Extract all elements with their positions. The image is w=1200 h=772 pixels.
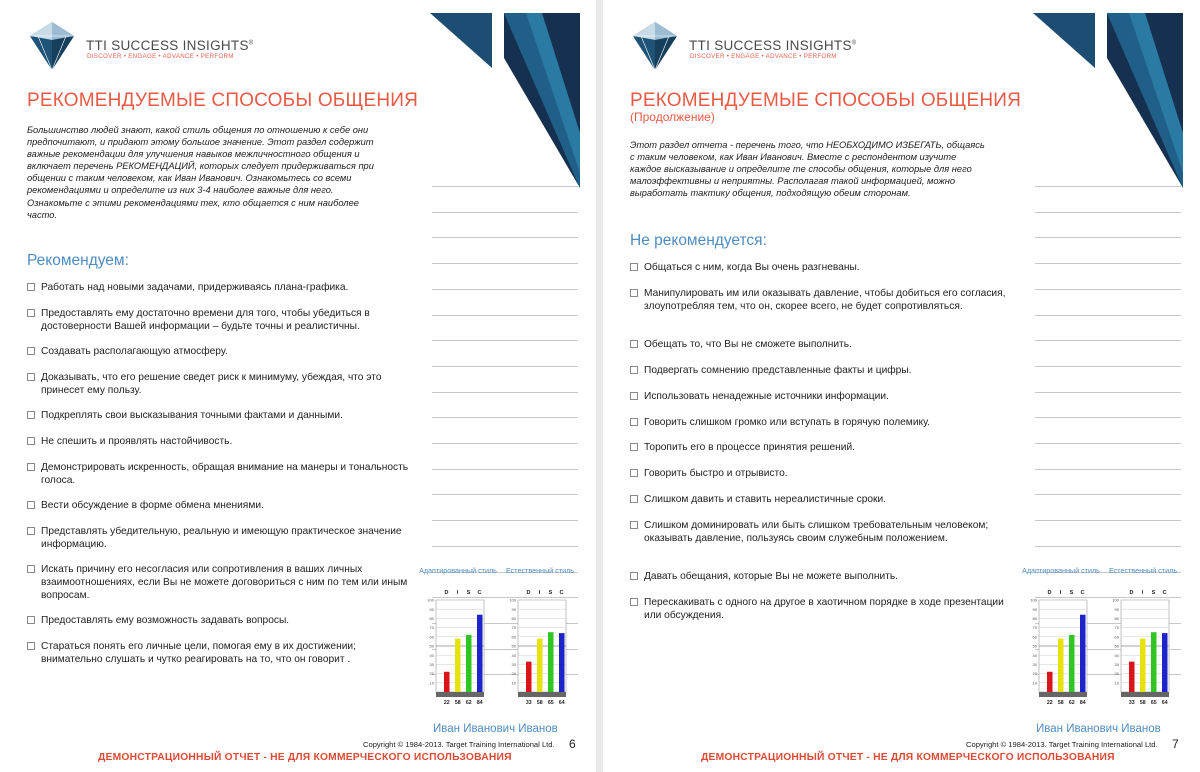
bar-I: [1140, 639, 1146, 692]
list-item: Демонстрировать искренность, обращая внимание на манеры и тональность голоса.: [27, 461, 412, 487]
category-label: S: [1069, 590, 1074, 596]
tick-label: 50: [511, 643, 516, 649]
corner-decoration: [1033, 13, 1183, 188]
tick-label: 40: [429, 652, 434, 658]
page-title: РЕКОМЕНДУЕМЫЕ СПОСОБЫ ОБЩЕНИЯ: [27, 90, 419, 111]
note-line: [432, 212, 578, 213]
value-label: 65: [1150, 700, 1157, 706]
value-label: 58: [536, 700, 543, 706]
category-label: C: [559, 590, 564, 596]
note-line: [1035, 366, 1181, 367]
chart-title: Адаптированный стиль: [419, 566, 497, 575]
bar-C: [477, 615, 483, 692]
category-label: D: [444, 590, 449, 596]
category-label: D: [1129, 590, 1134, 596]
tick-label: 10: [511, 680, 516, 686]
note-line: [1035, 315, 1181, 316]
logo-name: TTI SUCCESS INSIGHTS: [689, 38, 852, 53]
checkbox[interactable]: [27, 527, 35, 535]
value-label: 58: [454, 700, 461, 706]
logo-tagline: DISCOVER • ENGAGE • ADVANCE • PERFORM: [690, 53, 837, 60]
tick-label: 50: [1032, 643, 1037, 649]
disc-chart-natural: [1109, 566, 1177, 708]
chart-title: Естественный стиль: [1108, 566, 1178, 575]
note-line: [1035, 237, 1181, 238]
note-line: [1035, 392, 1181, 393]
checkbox[interactable]: [27, 283, 35, 291]
category-label: I: [538, 590, 541, 596]
note-line: [432, 315, 578, 316]
checkbox[interactable]: [630, 572, 638, 580]
checkbox[interactable]: [630, 495, 638, 503]
disc-chart-adapted: [419, 566, 497, 708]
checkbox[interactable]: [630, 263, 638, 271]
list-item: Слишком доминировать или быть слишком требовательным человеком; оказывать давление, пользуясь своим служебным положением.: [630, 519, 1015, 545]
diamond-logo-icon: [26, 16, 78, 72]
list-item: Говорить слишком громко или вступать в горячую полемику.: [630, 416, 1015, 429]
list-item: Подкреплять свои высказывания точными фактами и данными.: [27, 409, 412, 422]
note-line: [1035, 494, 1181, 495]
tick-label: 20: [1114, 671, 1119, 677]
note-line: [1035, 263, 1181, 264]
value-label: 33: [525, 700, 532, 706]
respondent-name: Иван Иванович Иванов: [1036, 723, 1161, 735]
checkbox[interactable]: [630, 443, 638, 451]
value-label: 65: [547, 700, 554, 706]
checkbox[interactable]: [27, 501, 35, 509]
tick-label: 70: [429, 625, 434, 631]
page-number: 7: [1172, 737, 1179, 751]
category-label: S: [466, 590, 471, 596]
list-item: Говорить быстро и отрывисто.: [630, 467, 1015, 480]
copyright: Copyright © 1984-2013. Target Training International Ltd.: [363, 740, 555, 749]
checkbox[interactable]: [27, 642, 35, 650]
report-page-6: [0, 0, 596, 772]
diamond-logo-icon: [629, 16, 681, 72]
tick-label: 10: [1032, 680, 1037, 686]
tick-label: 70: [1032, 625, 1037, 631]
logo-tagline: DISCOVER • ENGAGE • ADVANCE • PERFORM: [87, 53, 234, 60]
bar-D: [444, 672, 450, 692]
category-label: S: [1151, 590, 1156, 596]
tick-label: 60: [1114, 634, 1119, 640]
bar-S: [1069, 635, 1075, 692]
tick-label: 40: [1114, 652, 1119, 658]
note-line: [432, 520, 578, 521]
disc-charts: [1023, 566, 1193, 708]
note-line: [432, 417, 578, 418]
tick-label: 30: [1032, 662, 1037, 667]
bar-I: [1058, 639, 1064, 692]
tick-label: 80: [511, 616, 516, 621]
note-line: [432, 366, 578, 367]
section-heading: Рекомендуем:: [27, 252, 129, 269]
checkbox[interactable]: [630, 392, 638, 400]
note-line: [432, 237, 578, 238]
disc-chart-natural: [506, 566, 574, 708]
note-line: [432, 443, 578, 444]
list-item: Представлять убедительную, реальную и имеющую практическое значение информацию.: [27, 525, 412, 551]
note-line: [1035, 546, 1181, 547]
tick-label: 80: [429, 616, 434, 621]
tick-label: 40: [511, 652, 516, 658]
value-label: 62: [465, 700, 472, 706]
checkbox[interactable]: [27, 565, 35, 573]
category-label: C: [477, 590, 482, 596]
category-label: C: [1162, 590, 1167, 596]
value-label: 58: [1057, 700, 1064, 706]
copyright: Copyright © 1984-2013. Target Training International Ltd.: [966, 740, 1158, 749]
note-line: [432, 186, 578, 187]
page-subtitle: (Продолжение): [630, 110, 715, 124]
tick-label: 60: [429, 634, 434, 640]
bar-C: [1080, 615, 1086, 692]
section-heading: Не рекомендуется:: [630, 232, 767, 249]
note-line: [432, 340, 578, 341]
logo-name: TTI SUCCESS INSIGHTS: [86, 38, 249, 53]
bar-I: [455, 639, 461, 692]
tick-label: 30: [1114, 662, 1119, 667]
tick-label: 80: [1032, 616, 1037, 621]
value-label: 64: [558, 700, 565, 706]
bar-S: [466, 635, 472, 692]
note-line: [1035, 443, 1181, 444]
tti-logo: [26, 16, 256, 72]
list-item: Манипулировать им или оказывать давление, чтобы добиться его согласия, злоупотребляя тем, что он, скорее всего, не будет сопротивляться.: [630, 287, 1015, 313]
chart-title: Естественный стиль: [505, 566, 575, 575]
page-title: РЕКОМЕНДУЕМЫЕ СПОСОБЫ ОБЩЕНИЯ: [630, 90, 1022, 111]
tick-label: 40: [1032, 652, 1037, 658]
note-line: [1035, 340, 1181, 341]
value-label: 58: [1139, 700, 1146, 706]
checkbox[interactable]: [27, 373, 35, 381]
note-line: [1035, 289, 1181, 290]
chart-title: Адаптированный стиль: [1022, 566, 1100, 575]
checkbox[interactable]: [630, 366, 638, 374]
tick-label: 30: [511, 662, 516, 667]
bar-S: [548, 632, 554, 692]
list-item: Создавать располагающую атмосферу.: [27, 345, 412, 358]
bar-I: [537, 639, 543, 692]
list-item: Искать причину его несогласия или сопротивления в ваших личных взаимоотношениях, если Вы не можете договориться с ним по тем или иным вопросам.: [27, 563, 412, 603]
axis-base: [1039, 692, 1087, 697]
tick-label: 60: [511, 634, 516, 640]
page-gutter: [596, 0, 603, 772]
list-item: Слишком давить и ставить нереалистичные сроки.: [630, 493, 1015, 506]
bar-C: [1162, 633, 1168, 692]
report-page-7: [603, 0, 1199, 772]
note-line: [432, 289, 578, 290]
note-line: [432, 392, 578, 393]
checkbox[interactable]: [27, 437, 35, 445]
category-label: I: [1059, 590, 1062, 596]
tick-label: 30: [429, 662, 434, 667]
note-line: [432, 263, 578, 264]
disc-charts: [420, 566, 590, 708]
respondent-name: Иван Иванович Иванов: [433, 723, 558, 735]
tick-label: 10: [1114, 680, 1119, 686]
demo-footer: ДЕМОНСТРАЦИОННЫЙ ОТЧЕТ - НЕ ДЛЯ КОММЕРЧЕСКОГО ИСПОЛЬЗОВАНИЯ: [98, 752, 512, 763]
checkbox[interactable]: [27, 616, 35, 624]
checkbox[interactable]: [27, 347, 35, 355]
bar-S: [1151, 632, 1157, 692]
value-label: 64: [1161, 700, 1168, 706]
list-item: Вести обсуждение в форме обмена мнениями.: [27, 499, 412, 512]
list-item: Обещать то, что Вы не сможете выполнить.: [630, 338, 1015, 351]
tick-label: 20: [429, 671, 434, 677]
note-line: [432, 469, 578, 470]
tick-label: 60: [1032, 634, 1037, 640]
tick-label: 70: [1114, 625, 1119, 631]
category-label: S: [548, 590, 553, 596]
category-label: C: [1080, 590, 1085, 596]
value-label: 22: [1046, 700, 1053, 706]
checkbox[interactable]: [630, 598, 638, 606]
tick-label: 100: [1112, 597, 1119, 603]
list-item: Не спешить и проявлять настойчивость.: [27, 435, 412, 448]
corner-decoration: [430, 13, 580, 188]
checkbox[interactable]: [630, 340, 638, 348]
note-line: [1035, 469, 1181, 470]
tick-label: 90: [511, 606, 516, 612]
category-label: D: [1047, 590, 1052, 596]
list-item: Давать обещания, которые Вы не можете выполнить.: [630, 570, 1015, 583]
category-label: I: [1141, 590, 1144, 596]
list-item: Использовать ненадежные источники информации.: [630, 390, 1015, 403]
disc-chart-adapted: [1022, 566, 1100, 708]
logo-registered: ®: [851, 40, 857, 47]
value-label: 33: [1128, 700, 1135, 706]
axis-base: [436, 692, 484, 697]
tick-label: 100: [509, 597, 516, 603]
tick-label: 50: [429, 643, 434, 649]
page-number: 6: [569, 737, 576, 751]
bar-D: [1047, 672, 1053, 692]
bar-D: [526, 662, 532, 692]
value-label: 84: [476, 700, 483, 706]
checkbox[interactable]: [630, 289, 638, 297]
note-line: [432, 546, 578, 547]
tick-label: 50: [1114, 643, 1119, 649]
checkbox[interactable]: [630, 521, 638, 529]
checkbox[interactable]: [630, 418, 638, 426]
tick-label: 90: [429, 606, 434, 612]
note-line: [1035, 186, 1181, 187]
intro-text: Этот раздел отчета - перечень того, что НЕОБХОДИМО ИЗБЕГАТЬ, общаясь с таким человеком, как Иван Иванович. Вместе с респондентом изучите каждое высказывание и определите те способы общения, которые для него малоэффективны и неприятны. Располагая такой информацией, можно выработать тактику общения, подходящую обеим сторонам.: [630, 140, 985, 199]
tti-logo: [629, 16, 859, 72]
note-line: [1035, 417, 1181, 418]
list-item: Торопить его в процессе принятия решений.: [630, 441, 1015, 454]
tick-label: 100: [427, 597, 434, 603]
tick-label: 100: [1030, 597, 1037, 603]
value-label: 84: [1079, 700, 1086, 706]
tick-label: 80: [1114, 616, 1119, 621]
checkbox[interactable]: [27, 411, 35, 419]
tick-label: 10: [429, 680, 434, 686]
list-item: Предоставлять ему достаточно времени для того, чтобы убедиться в достоверности Вашей информации – будьте точны и реалистичны.: [27, 307, 412, 333]
tick-label: 20: [1032, 671, 1037, 677]
list-item: Перескакивать с одного на другое в хаотичном порядке в ходе презентации или обсуждения.: [630, 596, 1015, 622]
checkbox[interactable]: [27, 463, 35, 471]
note-line: [432, 494, 578, 495]
note-line: [1035, 212, 1181, 213]
value-label: 22: [443, 700, 450, 706]
tick-label: 90: [1032, 606, 1037, 612]
list-item: Доказывать, что его решение сведет риск к минимуму, убеждая, что это принесет ему пользу.: [27, 371, 412, 397]
bar-C: [559, 633, 565, 692]
intro-text: Большинство людей знают, какой стиль общения по отношению к себе они предпочитают, и придают этому большое значение. Этот раздел содержит важные рекомендации для улучшения навыков межличностного общения и включает перечень РЕКОМЕНДАЦИЙ, которых следует придерживаться при общении с таким человеком, как Иван Иванович. Ознакомьтесь со всеми рекомендациями и определите из них 3-4 наиболее важные для него. Ознакомьте с этими рекомендациями тех, кто общается с ним наиболее часто.: [27, 125, 374, 220]
axis-base: [518, 692, 566, 697]
checkbox[interactable]: [27, 309, 35, 317]
axis-base: [1121, 692, 1169, 697]
category-label: D: [526, 590, 531, 596]
checkbox[interactable]: [630, 469, 638, 477]
category-label: I: [456, 590, 459, 596]
list-item: Подвергать сомнению представленные факты и цифры.: [630, 364, 1015, 377]
list-item: Стараться понять его личные цели, помогая ему в их достижении; внимательно слушать и чутко реагировать на то, что он говорит .: [27, 640, 412, 666]
value-label: 62: [1068, 700, 1075, 706]
list-item: Предоставлять ему возможность задавать вопросы.: [27, 614, 412, 627]
tick-label: 70: [511, 625, 516, 631]
logo-registered: ®: [248, 40, 254, 47]
tick-label: 90: [1114, 606, 1119, 612]
demo-footer: ДЕМОНСТРАЦИОННЫЙ ОТЧЕТ - НЕ ДЛЯ КОММЕРЧЕСКОГО ИСПОЛЬЗОВАНИЯ: [701, 752, 1115, 763]
tick-label: 20: [511, 671, 516, 677]
list-item: Работать над новыми задачами, придерживаясь плана-графика.: [27, 281, 412, 294]
list-item: Общаться с ним, когда Вы очень разгневаны.: [630, 261, 1015, 274]
note-line: [1035, 520, 1181, 521]
bar-D: [1129, 662, 1135, 692]
